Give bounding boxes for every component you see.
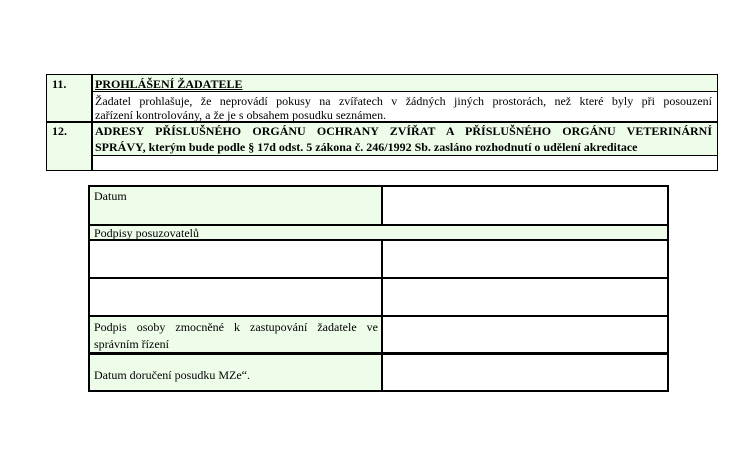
signature-col-divider-b <box>381 239 383 392</box>
signature-border-right <box>667 185 669 392</box>
podpisy-label: Podpisy posuzovatelů <box>94 226 199 240</box>
section-table-border-bottom <box>46 170 718 171</box>
signature-border-bottom <box>88 390 669 392</box>
section11-title: PROHLÁŠENÍ ŽADATELE <box>95 77 243 91</box>
signature-rule-4 <box>88 315 669 317</box>
datum-label: Datum <box>94 189 127 203</box>
datum-label-cell <box>90 187 381 224</box>
signature-table <box>88 185 669 392</box>
zmocnena-label-line2: správním řízení <box>94 337 169 351</box>
signature-rule-3 <box>88 277 669 279</box>
section11-text-line2: zařízení kontrolovány, a že je s obsahem posudku seznámen. <box>95 108 387 122</box>
signature-col-divider-a <box>381 185 383 226</box>
signature-border-left <box>88 185 90 392</box>
section12-number: 12. <box>52 124 67 138</box>
section12-title-rule <box>93 155 718 156</box>
signature-rule-5 <box>88 352 669 355</box>
zmocnena-label-line1: Podpis osoby zmocněné k zastupování žadatele ve <box>94 320 378 334</box>
section11-number: 11. <box>52 77 67 91</box>
section-table <box>46 74 718 171</box>
signature-border-top <box>88 185 669 187</box>
doruceni-label: Datum doručení posudku MZe“. <box>94 368 250 382</box>
section12-title-line2: SPRÁVY, kterým bude podle § 17d odst. 5 zákona č. 246/1992 Sb. zasláno rozhodnutí o udělení akreditace <box>95 140 638 154</box>
section12-title-line1: ADRESY PŘÍSLUŠNÉHO ORGÁNU OCHRANY ZVÍŘAT A PŘÍSLUŠNÉHO ORGÁNU VETERINÁRNÍ <box>95 124 712 138</box>
section11-text-line1: Žadatel prohlašuje, že neprovádí pokusy na zvířatech v žádných jiných prostorách, než které byly při posouzení <box>95 94 712 108</box>
section12-address-cell <box>93 156 717 170</box>
section-table-border-top <box>46 74 718 75</box>
